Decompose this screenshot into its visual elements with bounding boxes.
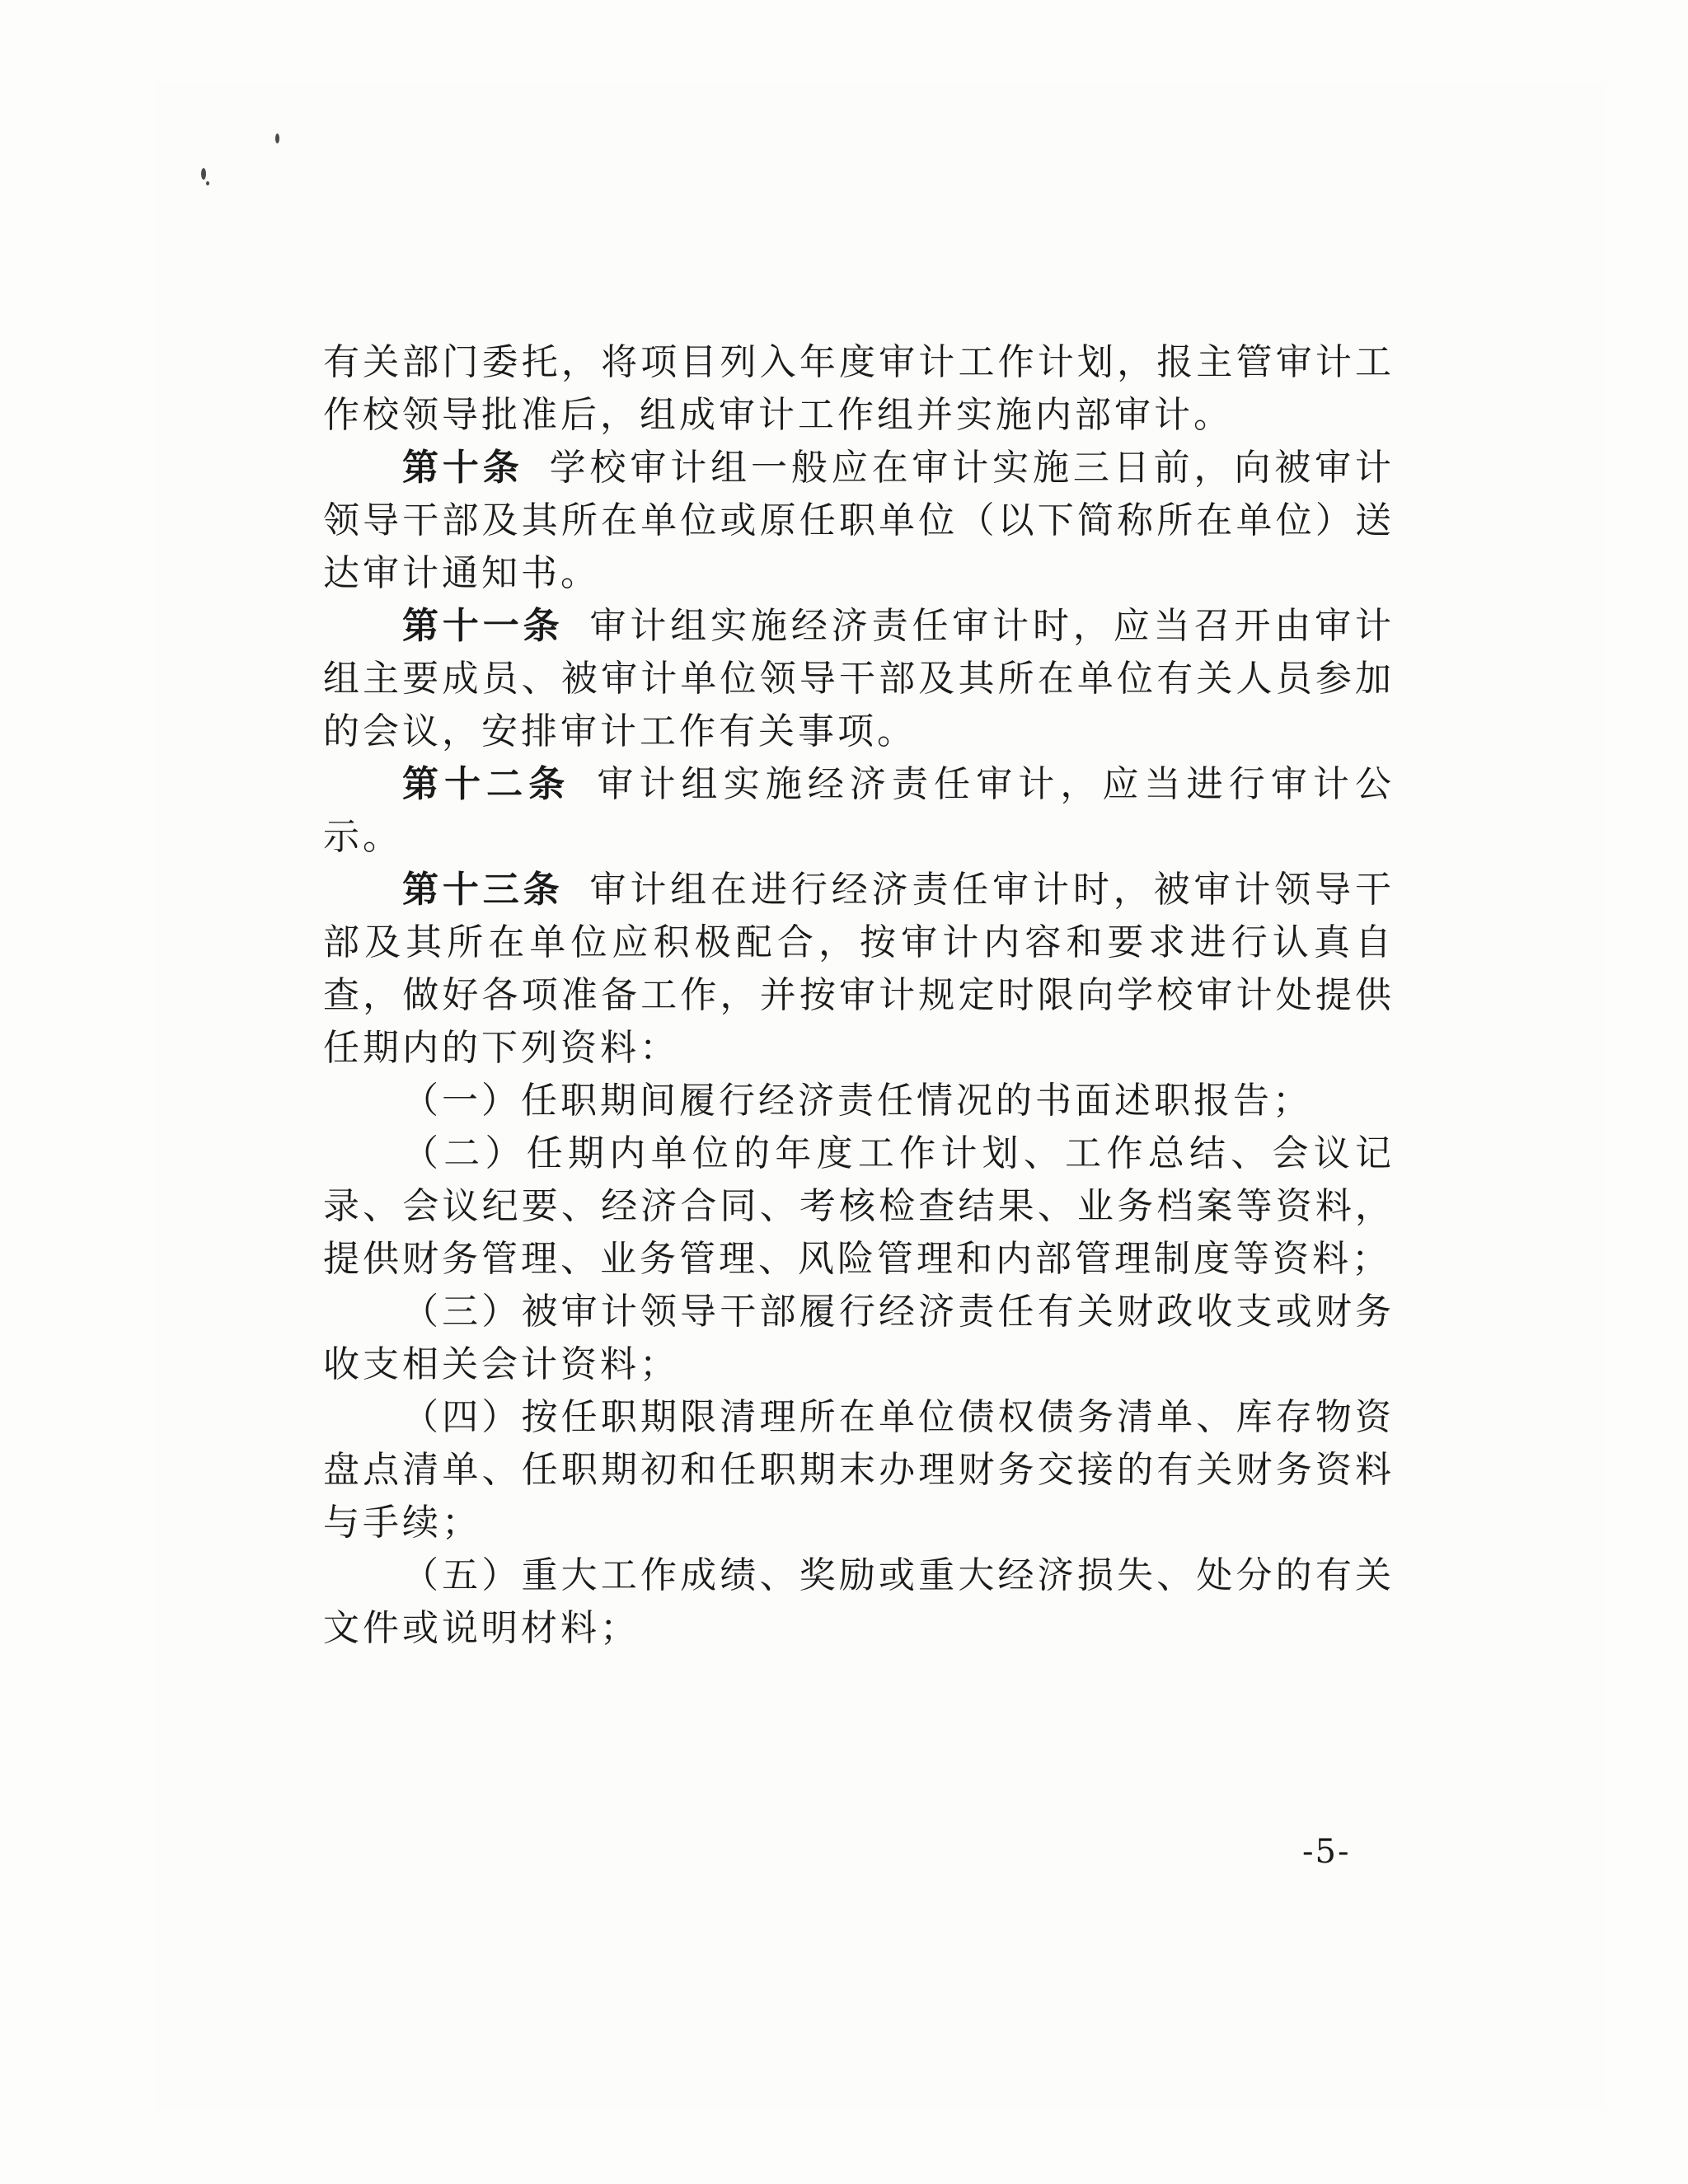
paragraph-text: 审计组在进行经济责任审计时，被审计领导干部及其所在单位应积极配合，按审计内容和要求进行认真自查，做好各项准备工作，并按审计规定时限向学校审计处提供任期内的下列资料： [323, 869, 1395, 1069]
list-item-2 [323, 1127, 1395, 1286]
scan-speck [201, 168, 206, 180]
paragraph-text: 审计组实施经济责任审计时，应当召开由审计组主要成员、被审计单位领导干部及其所在单位有关人员参加的会议，安排审计工作有关事项。 [323, 605, 1395, 752]
article-10 [323, 442, 1395, 600]
paragraph-text: 审计组实施经济责任审计，应当进行审计公示。 [323, 763, 1395, 858]
paragraph-text: 学校审计组一般应在审计实施三日前，向被审计领导干部及其所在单位或原任职单位（以下简称所在单位）送达审计通知书。 [323, 447, 1395, 594]
list-item-5 [323, 1549, 1395, 1655]
paragraph-continuation [323, 336, 1395, 442]
article-heading: 第十一条 [402, 605, 564, 647]
page-number: -5- [1302, 1833, 1351, 1871]
list-item-3 [323, 1286, 1395, 1391]
paragraph-text: （一）任职期间履行经济责任情况的书面述职报告； [402, 1080, 1312, 1122]
scan-speck [206, 181, 209, 185]
list-item-1 [323, 1075, 1395, 1127]
article-11 [323, 600, 1395, 758]
paragraph-text: 有关部门委托，将项目列入年度审计工作计划，报主管审计工作校领导批准后，组成审计工作组并实施内部审计。 [323, 341, 1395, 436]
document-body [323, 336, 1395, 1655]
article-12 [323, 758, 1395, 864]
article-13 [323, 864, 1395, 1075]
scan-speck [275, 134, 279, 143]
paragraph-text: （三）被审计领导干部履行经济责任有关财政收支或财务收支相关会计资料； [323, 1291, 1395, 1385]
paragraph-text: （四）按任职期限清理所在单位债权债务清单、库存物资盘点清单、任职期初和任职期末办理财务交接的有关财务资料与手续； [323, 1396, 1395, 1544]
paragraph-text: （五）重大工作成绩、奖励或重大经济损失、处分的有关文件或说明材料； [323, 1554, 1395, 1649]
paragraph-text: （二）任期内单位的年度工作计划、工作总结、会议记录、会议纪要、经济合同、考核检查结果、业务档案等资料，提供财务管理、业务管理、风险管理和内部管理制度等资料； [323, 1132, 1395, 1280]
list-item-4 [323, 1391, 1395, 1549]
article-heading: 第十三条 [402, 869, 564, 911]
article-heading: 第十二条 [402, 763, 571, 805]
article-heading: 第十条 [402, 447, 523, 489]
